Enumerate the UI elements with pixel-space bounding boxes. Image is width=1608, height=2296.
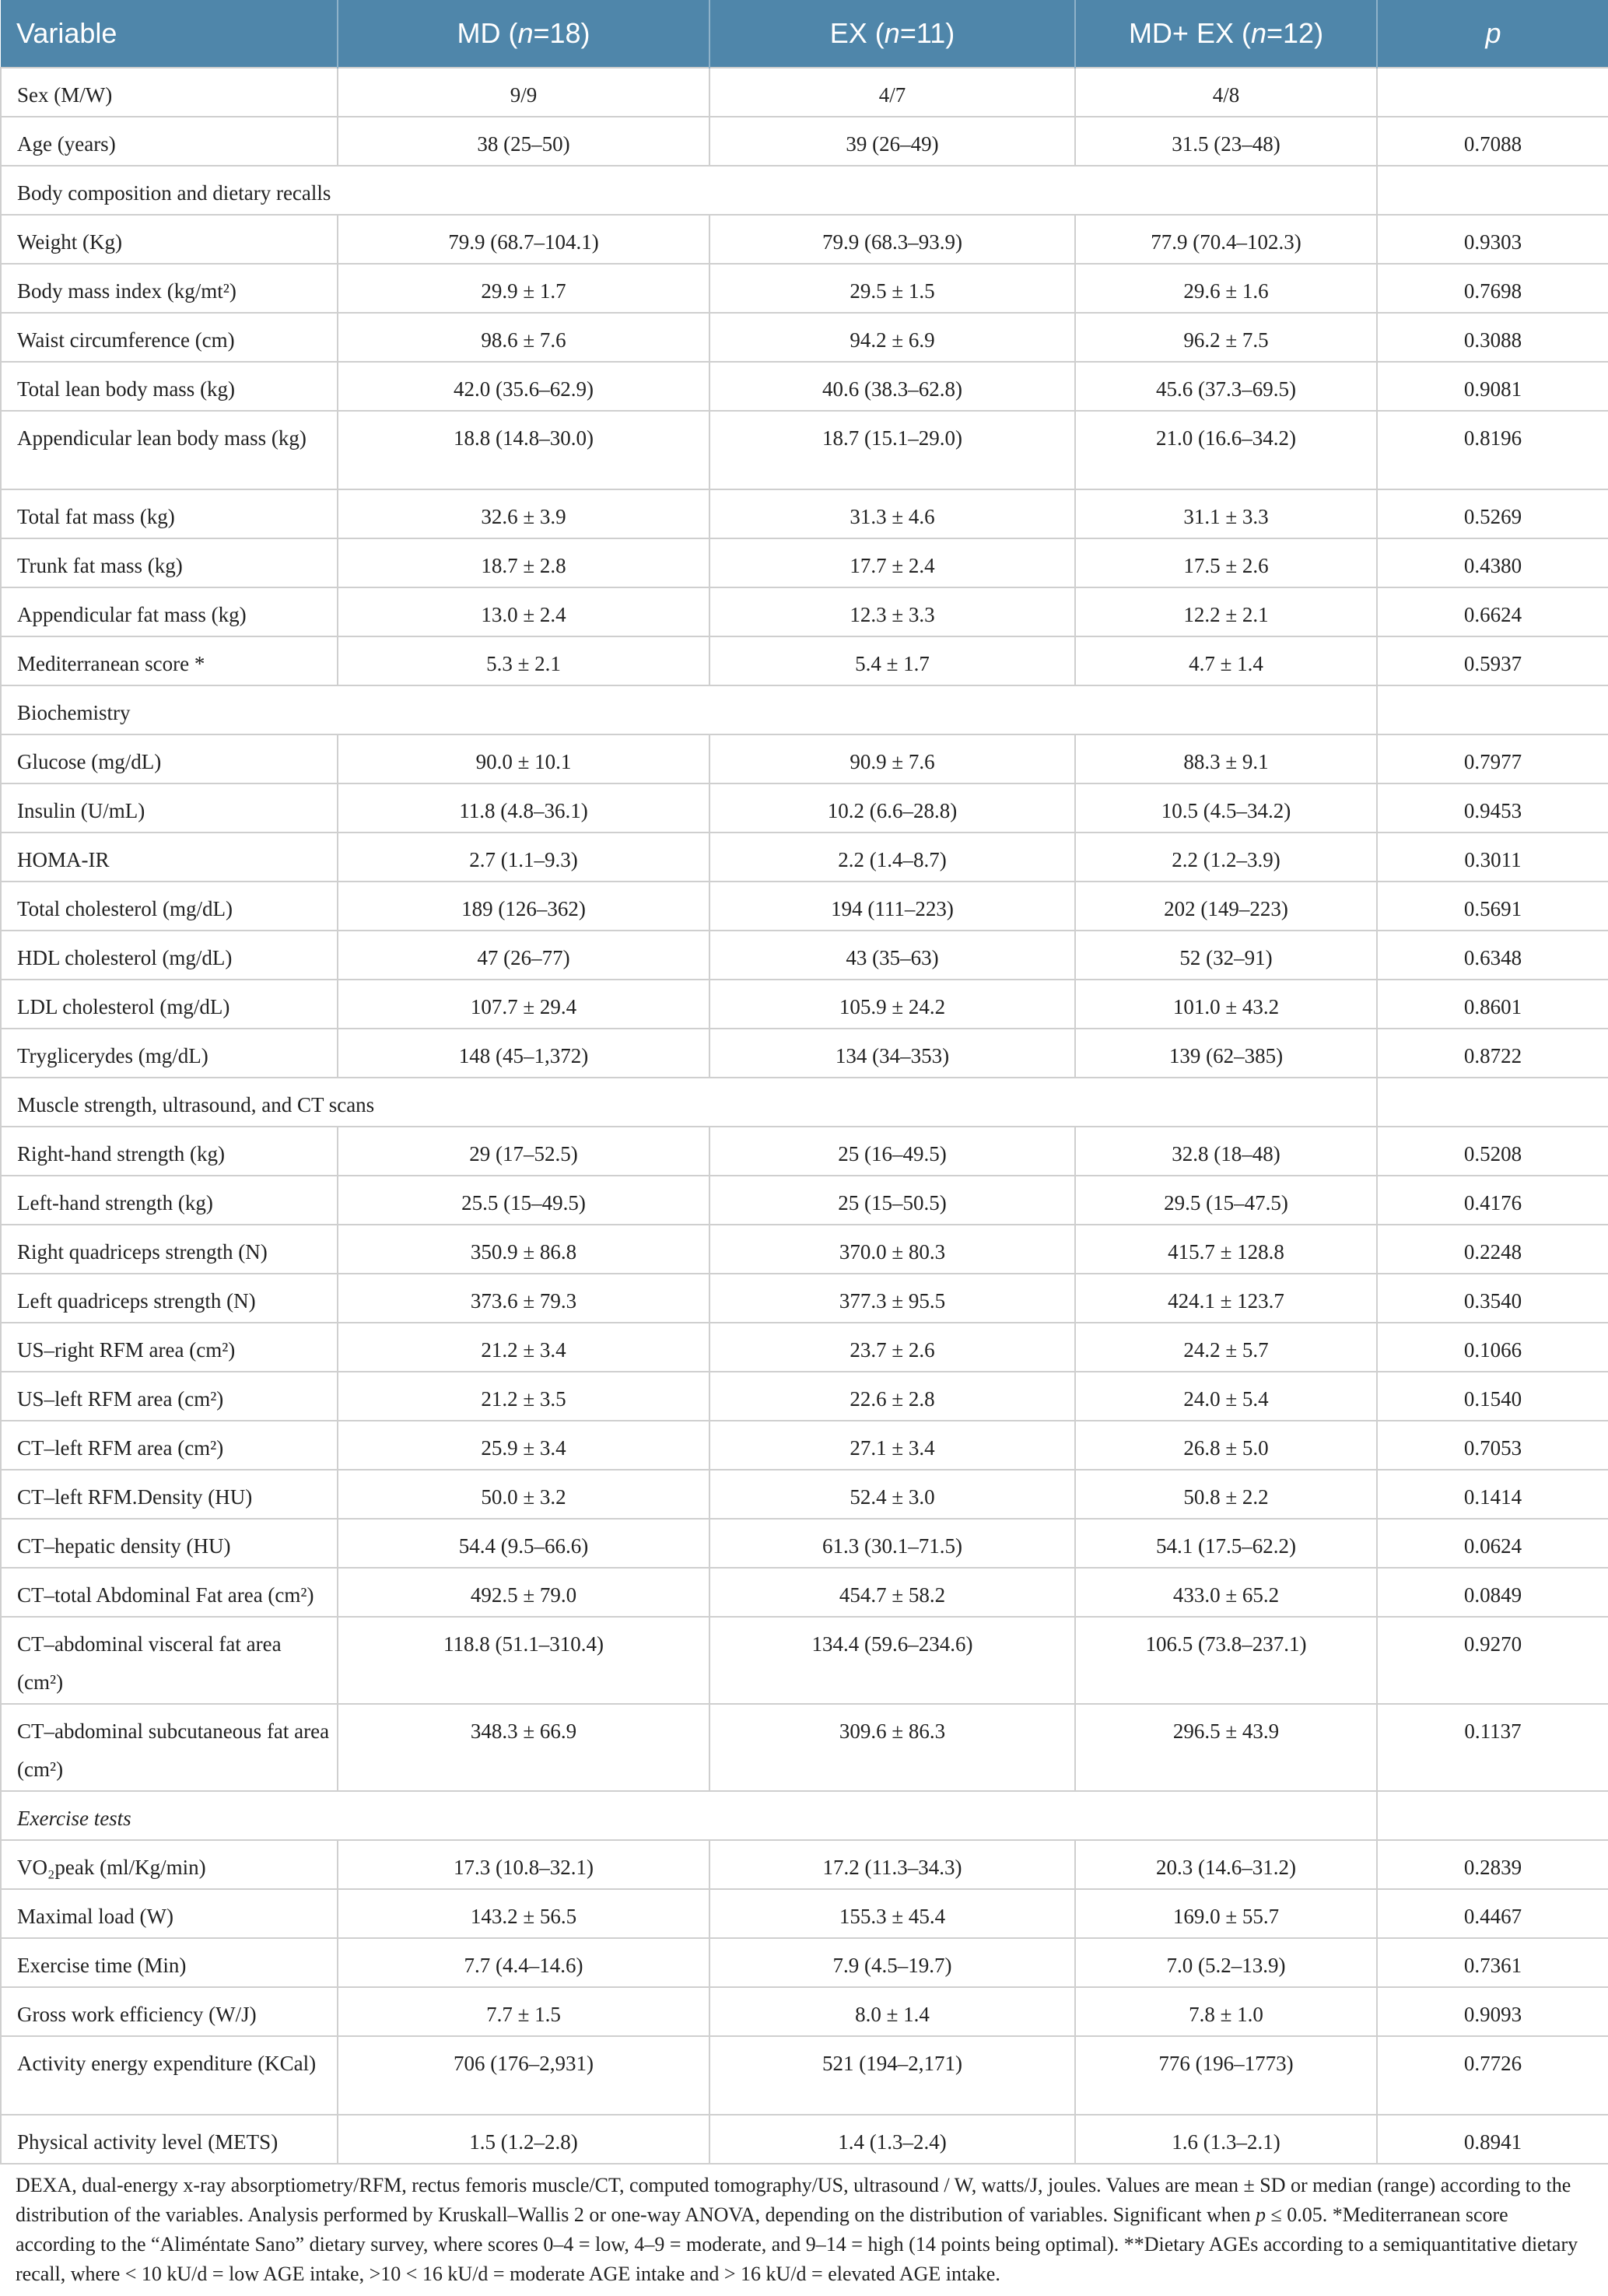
table-row (1, 1617, 1608, 1704)
variable-cell: Insulin (U/mL) (1, 783, 338, 833)
variable-cell: Maximal load (W) (1, 1889, 338, 1938)
section-title: Exercise tests (1, 1791, 1377, 1840)
table-row (1, 1323, 1608, 1372)
table-footnote (16, 2171, 1587, 2289)
variable-cell: VO₂peak (ml/Kg/min) (1, 1840, 338, 1889)
table-row (1, 1840, 1608, 1889)
ex-cell: 25 (15–50.5) (709, 1176, 1075, 1225)
ex-cell: 90.9 ± 7.6 (709, 734, 1075, 783)
md-ex-cell: 31.1 ± 3.3 (1075, 489, 1377, 538)
p-value-cell: 0.5691 (1377, 882, 1608, 931)
table-row (1, 1029, 1608, 1078)
md-ex-cell: 7.8 ± 1.0 (1075, 1987, 1377, 2036)
md-cell: 29.9 ± 1.7 (338, 264, 709, 313)
ex-cell: 1.4 (1.3–2.4) (709, 2115, 1075, 2164)
p-value-cell: 0.7698 (1377, 264, 1608, 313)
variable-cell: CT–hepatic density (HU) (1, 1519, 338, 1568)
variable-cell: Right quadriceps strength (N) (1, 1225, 338, 1274)
md-ex-cell: 424.1 ± 123.7 (1075, 1274, 1377, 1323)
table-row (1, 2115, 1608, 2164)
p-value-cell: 0.8601 (1377, 980, 1608, 1029)
ex-cell: 370.0 ± 80.3 (709, 1225, 1075, 1274)
md-cell: 350.9 ± 86.8 (338, 1225, 709, 1274)
md-ex-cell: 24.2 ± 5.7 (1075, 1323, 1377, 1372)
section-header-row (1, 166, 1608, 215)
md-ex-cell: 21.0 (16.6–34.2) (1075, 411, 1377, 489)
md-ex-cell: 4/8 (1075, 68, 1377, 117)
md-cell: 706 (176–2,931) (338, 2036, 709, 2115)
md-cell: 25.5 (15–49.5) (338, 1176, 709, 1225)
md-ex-cell: 139 (62–385) (1075, 1029, 1377, 1078)
table-row (1, 882, 1608, 931)
md-cell: 17.3 (10.8–32.1) (338, 1840, 709, 1889)
variable-cell: CT–left RFM.Density (HU) (1, 1470, 338, 1519)
md-cell: 2.7 (1.1–9.3) (338, 833, 709, 882)
p-value-cell: 0.6624 (1377, 587, 1608, 636)
variable-cell: CT–abdominal subcutaneous fat area (cm²) (1, 1704, 338, 1791)
header-variable: Variable (1, 0, 338, 68)
p-value-cell: 0.3540 (1377, 1274, 1608, 1323)
md-ex-cell: 2.2 (1.2–3.9) (1075, 833, 1377, 882)
p-value-cell: 0.1540 (1377, 1372, 1608, 1421)
variable-cell: Mediterranean score * (1, 636, 338, 685)
variable-cell: Trunk fat mass (kg) (1, 538, 338, 587)
variable-cell: HOMA-IR (1, 833, 338, 882)
footnote-text-2: ≤ 0.05. *Mediterranean score according to the “Aliméntate Sano” dietary survey, where scores 0–4 = low, 4–9 = moderate, and 9–14 = high (14 points being optimal). **Dietary AGEs according to a semiquantitative dietary recall, where < 10 kU/d = low AGE intake, >10 < 16 kU/d = moderate AGE intake and > 16 kU/d = elevated AGE intake. (16, 2203, 1578, 2285)
section-title: Biochemistry (1, 685, 1377, 734)
p-value-cell: 0.9453 (1377, 783, 1608, 833)
p-value-cell: 0.2248 (1377, 1225, 1608, 1274)
ex-cell: 40.6 (38.3–62.8) (709, 362, 1075, 411)
section-header-row (1, 1078, 1608, 1127)
variable-cell: Weight (Kg) (1, 215, 338, 264)
header-p-value: p (1377, 0, 1608, 68)
p-value-cell: 0.6348 (1377, 931, 1608, 980)
md-ex-cell: 7.0 (5.2–13.9) (1075, 1938, 1377, 1987)
section-p-cell (1377, 1078, 1608, 1127)
p-value-cell: 0.5937 (1377, 636, 1608, 685)
md-ex-cell: 88.3 ± 9.1 (1075, 734, 1377, 783)
p-value-cell: 0.9093 (1377, 1987, 1608, 2036)
table-row (1, 538, 1608, 587)
md-cell: 13.0 ± 2.4 (338, 587, 709, 636)
ex-cell: 39 (26–49) (709, 117, 1075, 166)
p-value-cell: 0.0849 (1377, 1568, 1608, 1617)
table-row (1, 489, 1608, 538)
p-value-cell: 0.0624 (1377, 1519, 1608, 1568)
p-value-cell: 0.8722 (1377, 1029, 1608, 1078)
md-cell: 18.7 ± 2.8 (338, 538, 709, 587)
md-cell: 5.3 ± 2.1 (338, 636, 709, 685)
table-row (1, 1889, 1608, 1938)
md-ex-cell: 32.8 (18–48) (1075, 1127, 1377, 1176)
md-ex-cell: 20.3 (14.6–31.2) (1075, 1840, 1377, 1889)
ex-cell: 25 (16–49.5) (709, 1127, 1075, 1176)
variable-cell: Left quadriceps strength (N) (1, 1274, 338, 1323)
table-row (1, 636, 1608, 685)
ex-cell: 17.2 (11.3–34.3) (709, 1840, 1075, 1889)
p-value-cell: 0.1414 (1377, 1470, 1608, 1519)
ex-cell: 7.9 (4.5–19.7) (709, 1938, 1075, 1987)
header-md: MD (n=18) (338, 0, 709, 68)
md-cell: 348.3 ± 66.9 (338, 1704, 709, 1791)
ex-cell: 134 (34–353) (709, 1029, 1075, 1078)
p-value-cell: 0.1137 (1377, 1704, 1608, 1791)
variable-cell: Appendicular fat mass (kg) (1, 587, 338, 636)
variable-cell: Total cholesterol (mg/dL) (1, 882, 338, 931)
table-row (1, 1176, 1608, 1225)
md-cell: 54.4 (9.5–66.6) (338, 1519, 709, 1568)
p-value-cell (1377, 68, 1608, 117)
ex-cell: 377.3 ± 95.5 (709, 1274, 1075, 1323)
md-cell: 9/9 (338, 68, 709, 117)
md-ex-cell: 50.8 ± 2.2 (1075, 1470, 1377, 1519)
ex-cell: 8.0 ± 1.4 (709, 1987, 1075, 2036)
p-value-cell: 0.4467 (1377, 1889, 1608, 1938)
md-ex-cell: 45.6 (37.3–69.5) (1075, 362, 1377, 411)
md-cell: 90.0 ± 10.1 (338, 734, 709, 783)
md-cell: 143.2 ± 56.5 (338, 1889, 709, 1938)
p-value-cell: 0.8941 (1377, 2115, 1608, 2164)
p-value-cell: 0.4380 (1377, 538, 1608, 587)
md-cell: 492.5 ± 79.0 (338, 1568, 709, 1617)
md-ex-cell: 29.6 ± 1.6 (1075, 264, 1377, 313)
variable-cell: Total lean body mass (kg) (1, 362, 338, 411)
ex-cell: 17.7 ± 2.4 (709, 538, 1075, 587)
p-value-cell: 0.7088 (1377, 117, 1608, 166)
ex-cell: 309.6 ± 86.3 (709, 1704, 1075, 1791)
md-cell: 25.9 ± 3.4 (338, 1421, 709, 1470)
md-ex-cell: 169.0 ± 55.7 (1075, 1889, 1377, 1938)
table-row (1, 1987, 1608, 2036)
table-row (1, 313, 1608, 362)
variable-cell: Left-hand strength (kg) (1, 1176, 338, 1225)
md-cell: 7.7 (4.4–14.6) (338, 1938, 709, 1987)
variable-cell: Tryglicerydes (mg/dL) (1, 1029, 338, 1078)
table-body (1, 68, 1608, 2164)
p-value-cell: 0.5208 (1377, 1127, 1608, 1176)
variable-cell: Gross work efficiency (W/J) (1, 1987, 338, 2036)
md-cell: 18.8 (14.8–30.0) (338, 411, 709, 489)
table-row (1, 1421, 1608, 1470)
table-row (1, 1938, 1608, 1987)
ex-cell: 79.9 (68.3–93.9) (709, 215, 1075, 264)
p-value-cell: 0.9270 (1377, 1617, 1608, 1704)
ex-cell: 31.3 ± 4.6 (709, 489, 1075, 538)
p-value-cell: 0.7053 (1377, 1421, 1608, 1470)
ex-cell: 22.6 ± 2.8 (709, 1372, 1075, 1421)
table-row (1, 1274, 1608, 1323)
variable-cell: Exercise time (Min) (1, 1938, 338, 1987)
footnote-p-symbol: p (1255, 2203, 1266, 2226)
variable-cell: CT–abdominal visceral fat area (cm²) (1, 1617, 338, 1704)
table-row (1, 362, 1608, 411)
p-value-cell: 0.9081 (1377, 362, 1608, 411)
md-ex-cell: 29.5 (15–47.5) (1075, 1176, 1377, 1225)
ex-cell: 18.7 (15.1–29.0) (709, 411, 1075, 489)
p-value-cell: 0.7726 (1377, 2036, 1608, 2115)
section-header-row (1, 685, 1608, 734)
md-cell: 38 (25–50) (338, 117, 709, 166)
table-row (1, 1225, 1608, 1274)
variable-cell: Right-hand strength (kg) (1, 1127, 338, 1176)
md-ex-cell: 54.1 (17.5–62.2) (1075, 1519, 1377, 1568)
ex-cell: 5.4 ± 1.7 (709, 636, 1075, 685)
md-cell: 98.6 ± 7.6 (338, 313, 709, 362)
p-value-cell: 0.7977 (1377, 734, 1608, 783)
p-value-cell: 0.8196 (1377, 411, 1608, 489)
md-cell: 21.2 ± 3.5 (338, 1372, 709, 1421)
p-value-cell: 0.2839 (1377, 1840, 1608, 1889)
table-header-row (1, 0, 1608, 68)
md-ex-cell: 10.5 (4.5–34.2) (1075, 783, 1377, 833)
variable-cell: Appendicular lean body mass (kg) (1, 411, 338, 489)
variable-cell: LDL cholesterol (mg/dL) (1, 980, 338, 1029)
ex-cell: 105.9 ± 24.2 (709, 980, 1075, 1029)
ex-cell: 134.4 (59.6–234.6) (709, 1617, 1075, 1704)
md-cell: 189 (126–362) (338, 882, 709, 931)
ex-cell: 94.2 ± 6.9 (709, 313, 1075, 362)
section-header-row (1, 1791, 1608, 1840)
table-row (1, 980, 1608, 1029)
ex-cell: 2.2 (1.4–8.7) (709, 833, 1075, 882)
variable-cell: Sex (M/W) (1, 68, 338, 117)
md-cell: 118.8 (51.1–310.4) (338, 1617, 709, 1704)
table-row (1, 1372, 1608, 1421)
md-cell: 32.6 ± 3.9 (338, 489, 709, 538)
ex-cell: 61.3 (30.1–71.5) (709, 1519, 1075, 1568)
table-row (1, 587, 1608, 636)
md-cell: 373.6 ± 79.3 (338, 1274, 709, 1323)
p-value-cell: 0.3011 (1377, 833, 1608, 882)
ex-cell: 10.2 (6.6–28.8) (709, 783, 1075, 833)
ex-cell: 4/7 (709, 68, 1075, 117)
variable-cell: Body mass index (kg/mt²) (1, 264, 338, 313)
variable-cell: Physical activity level (METS) (1, 2115, 338, 2164)
md-cell: 7.7 ± 1.5 (338, 1987, 709, 2036)
table-row (1, 931, 1608, 980)
md-cell: 11.8 (4.8–36.1) (338, 783, 709, 833)
md-cell: 1.5 (1.2–2.8) (338, 2115, 709, 2164)
md-ex-cell: 96.2 ± 7.5 (1075, 313, 1377, 362)
md-ex-cell: 101.0 ± 43.2 (1075, 980, 1377, 1029)
md-ex-cell: 17.5 ± 2.6 (1075, 538, 1377, 587)
variable-cell: Total fat mass (kg) (1, 489, 338, 538)
table-row (1, 411, 1608, 489)
table-row (1, 1470, 1608, 1519)
section-title: Muscle strength, ultrasound, and CT scans (1, 1078, 1377, 1127)
p-value-cell: 0.5269 (1377, 489, 1608, 538)
md-ex-cell: 106.5 (73.8–237.1) (1075, 1617, 1377, 1704)
variable-cell: Glucose (mg/dL) (1, 734, 338, 783)
md-cell: 47 (26–77) (338, 931, 709, 980)
header-ex: EX (n=11) (709, 0, 1075, 68)
ex-cell: 155.3 ± 45.4 (709, 1889, 1075, 1938)
table-row (1, 1127, 1608, 1176)
variable-cell: US–left RFM area (cm²) (1, 1372, 338, 1421)
p-value-cell: 0.1066 (1377, 1323, 1608, 1372)
md-ex-cell: 1.6 (1.3–2.1) (1075, 2115, 1377, 2164)
variable-cell: CT–total Abdominal Fat area (cm²) (1, 1568, 338, 1617)
table-row (1, 68, 1608, 117)
section-title: Body composition and dietary recalls (1, 166, 1377, 215)
variable-cell: HDL cholesterol (mg/dL) (1, 931, 338, 980)
table-row (1, 117, 1608, 166)
md-ex-cell: 415.7 ± 128.8 (1075, 1225, 1377, 1274)
md-cell: 107.7 ± 29.4 (338, 980, 709, 1029)
md-ex-cell: 12.2 ± 2.1 (1075, 587, 1377, 636)
p-value-cell: 0.3088 (1377, 313, 1608, 362)
section-p-cell (1377, 1791, 1608, 1840)
table-row (1, 833, 1608, 882)
ex-cell: 43 (35–63) (709, 931, 1075, 980)
ex-cell: 12.3 ± 3.3 (709, 587, 1075, 636)
table-row (1, 264, 1608, 313)
ex-cell: 194 (111–223) (709, 882, 1075, 931)
table-row (1, 215, 1608, 264)
footnote-text-1: DEXA, dual-energy x-ray absorptiometry/RFM, rectus femoris muscle/CT, computed tomography/US, ultrasound / W, watts/J, joules. Values are mean ± SD or median (range) according to the distribution of the variables. Analysis performed by Kruskall–Wallis 2 or one-way ANOVA, depending on the distribution of variables. Significant when (16, 2174, 1571, 2226)
md-cell: 21.2 ± 3.4 (338, 1323, 709, 1372)
p-value-cell: 0.9303 (1377, 215, 1608, 264)
md-ex-cell: 52 (32–91) (1075, 931, 1377, 980)
p-value-cell: 0.4176 (1377, 1176, 1608, 1225)
variable-cell: Waist circumference (cm) (1, 313, 338, 362)
md-ex-cell: 433.0 ± 65.2 (1075, 1568, 1377, 1617)
md-ex-cell: 296.5 ± 43.9 (1075, 1704, 1377, 1791)
table-row (1, 783, 1608, 833)
md-cell: 148 (45–1,372) (338, 1029, 709, 1078)
variable-cell: CT–left RFM area (cm²) (1, 1421, 338, 1470)
section-p-cell (1377, 685, 1608, 734)
table-row (1, 734, 1608, 783)
table-row (1, 1704, 1608, 1791)
p-value-cell: 0.7361 (1377, 1938, 1608, 1987)
table-row (1, 1568, 1608, 1617)
variable-cell: Activity energy expenditure (KCal) (1, 2036, 338, 2115)
md-ex-cell: 24.0 ± 5.4 (1075, 1372, 1377, 1421)
md-ex-cell: 202 (149–223) (1075, 882, 1377, 931)
md-ex-cell: 77.9 (70.4–102.3) (1075, 215, 1377, 264)
md-cell: 79.9 (68.7–104.1) (338, 215, 709, 264)
md-ex-cell: 4.7 ± 1.4 (1075, 636, 1377, 685)
ex-cell: 52.4 ± 3.0 (709, 1470, 1075, 1519)
ex-cell: 454.7 ± 58.2 (709, 1568, 1075, 1617)
ex-cell: 23.7 ± 2.6 (709, 1323, 1075, 1372)
ex-cell: 27.1 ± 3.4 (709, 1421, 1075, 1470)
variable-cell: US–right RFM area (cm²) (1, 1323, 338, 1372)
ex-cell: 29.5 ± 1.5 (709, 264, 1075, 313)
variable-cell: Age (years) (1, 117, 338, 166)
md-ex-cell: 26.8 ± 5.0 (1075, 1421, 1377, 1470)
md-cell: 29 (17–52.5) (338, 1127, 709, 1176)
header-md-ex: MD+ EX (n=12) (1075, 0, 1377, 68)
section-p-cell (1377, 166, 1608, 215)
md-cell: 50.0 ± 3.2 (338, 1470, 709, 1519)
md-ex-cell: 776 (196–1773) (1075, 2036, 1377, 2115)
table-row (1, 2036, 1608, 2115)
ex-cell: 521 (194–2,171) (709, 2036, 1075, 2115)
md-ex-cell: 31.5 (23–48) (1075, 117, 1377, 166)
table-row (1, 1519, 1608, 1568)
md-cell: 42.0 (35.6–62.9) (338, 362, 709, 411)
